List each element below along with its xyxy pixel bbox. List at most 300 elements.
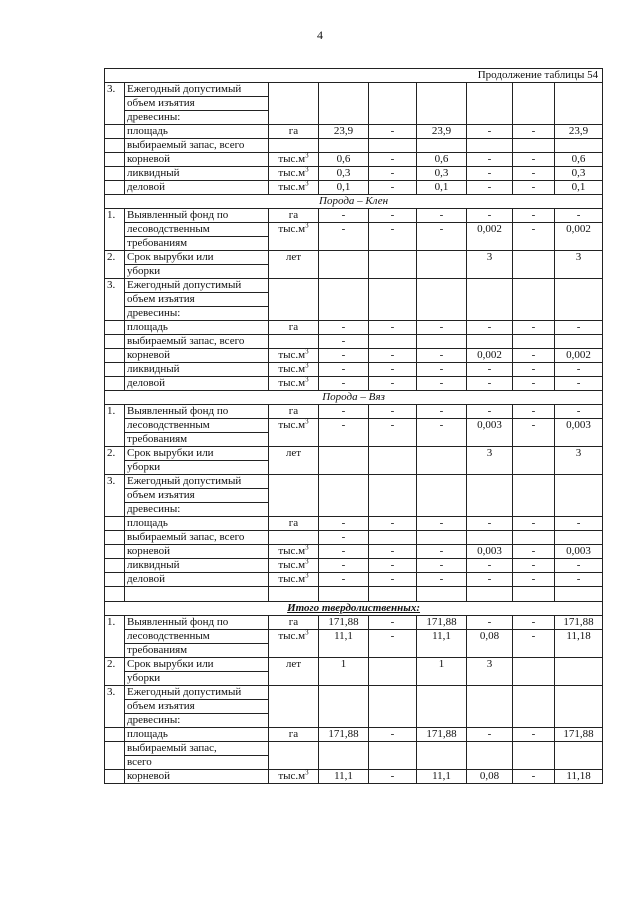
- table-cell: -: [417, 405, 467, 419]
- table-cell: [417, 587, 467, 602]
- table-cell: [369, 251, 417, 279]
- table-cell: $тыс.м^3$: [269, 377, 319, 391]
- table-cell: [105, 181, 125, 195]
- table-cell: -: [369, 181, 417, 195]
- table-row: [105, 377, 603, 391]
- table-row: [105, 181, 603, 195]
- table-cell: -: [417, 517, 467, 531]
- table-cell: [319, 447, 369, 475]
- table-row: [105, 139, 603, 153]
- table-cell: -: [467, 153, 513, 167]
- table-row: [105, 517, 603, 531]
- table-cell: [555, 83, 603, 125]
- table-cell: [417, 335, 467, 349]
- table-cell: [369, 531, 417, 545]
- table-row: [105, 658, 603, 672]
- table-cell: -: [513, 630, 555, 658]
- table-cell: [105, 531, 125, 545]
- table-cell: -: [369, 728, 417, 742]
- table-cell: ликвидный: [125, 559, 269, 573]
- table-cell: деловой: [125, 181, 269, 195]
- table-row: [105, 279, 603, 293]
- table-cell: [269, 475, 319, 517]
- table-cell: -: [319, 419, 369, 447]
- table-cell: 0,002: [467, 349, 513, 363]
- table-cell: [105, 335, 125, 349]
- table-cell: 1.: [105, 616, 125, 658]
- table-cell: -: [319, 517, 369, 531]
- table-cell: -: [513, 545, 555, 559]
- table-cell: 0,002: [555, 223, 603, 251]
- table-cell: -: [467, 363, 513, 377]
- table-cell: выбираемый запас, всего: [125, 335, 269, 349]
- table-cell: -: [369, 321, 417, 335]
- table-cell: [467, 742, 513, 770]
- table-row: [105, 125, 603, 139]
- table-cell: [369, 587, 417, 602]
- table-cell: 0,1: [319, 181, 369, 195]
- table-cell: 11,18: [555, 630, 603, 658]
- table-cell: -: [417, 559, 467, 573]
- table-cell: -: [467, 559, 513, 573]
- table-cell: -: [513, 405, 555, 419]
- table-cell: -: [467, 209, 513, 223]
- table-row: [105, 419, 603, 433]
- table-cell: -: [513, 419, 555, 447]
- table-cell: -: [555, 377, 603, 391]
- table-cell: [555, 686, 603, 728]
- table-cell: [105, 587, 125, 602]
- table-cell: 0,1: [555, 181, 603, 195]
- table-cell: -: [513, 153, 555, 167]
- table-cell: 0,003: [467, 419, 513, 447]
- table-cell: 23,9: [319, 125, 369, 139]
- table-cell: Ежегодный допустимый: [125, 475, 269, 489]
- table-cell: $тыс.м^3$: [269, 559, 319, 573]
- table-cell: -: [369, 223, 417, 251]
- table-cell: [369, 335, 417, 349]
- table-row: [105, 770, 603, 784]
- table-cell: ликвидный: [125, 167, 269, 181]
- table-cell: [417, 686, 467, 728]
- table-cell: [369, 686, 417, 728]
- table-cell: га: [269, 209, 319, 223]
- table-cell: площадь: [125, 517, 269, 531]
- table-cell: 0,3: [319, 167, 369, 181]
- table-cell: -: [513, 223, 555, 251]
- table-cell: -: [513, 181, 555, 195]
- table-cell: -: [319, 531, 369, 545]
- table-cell: древесины:: [125, 714, 269, 728]
- table-cell: требованиям: [125, 644, 269, 658]
- table-cell: [269, 686, 319, 728]
- table-cell: [555, 658, 603, 686]
- table-cell: -: [467, 728, 513, 742]
- table-cell: [105, 742, 125, 770]
- section-header-klen: [105, 195, 603, 209]
- table-row: [105, 321, 603, 335]
- table-cell: [555, 139, 603, 153]
- table-cell: выбираемый запас,: [125, 742, 269, 756]
- table-cell: [467, 139, 513, 153]
- table-cell: 1.: [105, 405, 125, 447]
- table-cell: -: [319, 405, 369, 419]
- table-cell: -: [513, 770, 555, 784]
- table-cell: 171,88: [555, 728, 603, 742]
- table-cell: [105, 321, 125, 335]
- table-cell: 3.: [105, 83, 125, 125]
- table-cell: -: [417, 209, 467, 223]
- table-cell: уборки: [125, 672, 269, 686]
- table-cell: -: [513, 728, 555, 742]
- table-cell: [513, 475, 555, 517]
- table-cell: -: [319, 573, 369, 587]
- table-row: [105, 447, 603, 461]
- table-cell: га: [269, 517, 319, 531]
- table-cell: -: [369, 349, 417, 363]
- table-cell: га: [269, 616, 319, 630]
- table-cell: древесины:: [125, 503, 269, 517]
- table-cell: $тыс.м^3$: [269, 167, 319, 181]
- table-cell: -: [369, 167, 417, 181]
- table-cell: -: [369, 573, 417, 587]
- table-cell: Выявленный фонд по: [125, 616, 269, 630]
- table-cell: лет: [269, 658, 319, 686]
- table-cell: [417, 475, 467, 517]
- table-cell: [319, 742, 369, 770]
- table-cell: 3.: [105, 279, 125, 321]
- table-cell: [369, 447, 417, 475]
- table-cell: [513, 279, 555, 321]
- table-cell: [417, 447, 467, 475]
- table-cell: -: [467, 405, 513, 419]
- table-cell: [105, 139, 125, 153]
- forest-table: [104, 68, 603, 784]
- table-cell: -: [417, 573, 467, 587]
- table-cell: деловой: [125, 573, 269, 587]
- table-cell: -: [417, 377, 467, 391]
- table-cell: Срок вырубки или: [125, 658, 269, 672]
- table-cell: выбираемый запас, всего: [125, 531, 269, 545]
- table-cell: лесоводственным: [125, 630, 269, 644]
- table-cell: [269, 531, 319, 545]
- table-cell: объем изъятия: [125, 489, 269, 503]
- table-cell: требованиям: [125, 433, 269, 447]
- table-cell: 23,9: [555, 125, 603, 139]
- table-cell: -: [467, 377, 513, 391]
- table-row: [105, 630, 603, 644]
- table-cell: -: [369, 545, 417, 559]
- table-cell: Порода – Вяз: [105, 391, 603, 405]
- table-cell: [319, 475, 369, 517]
- table-cell: $тыс.м^3$: [269, 153, 319, 167]
- table-cell: -: [513, 377, 555, 391]
- table-cell: -: [369, 419, 417, 447]
- table-cell: -: [467, 167, 513, 181]
- table-cell: -: [319, 321, 369, 335]
- table-cell: [319, 83, 369, 125]
- table-cell: Ежегодный допустимый: [125, 83, 269, 97]
- table-cell: уборки: [125, 461, 269, 475]
- table-cell: [417, 83, 467, 125]
- table-row: [105, 573, 603, 587]
- table-cell: $тыс.м^3$: [269, 630, 319, 658]
- table-cell: лесоводственным: [125, 419, 269, 433]
- table-cell: -: [369, 363, 417, 377]
- table-cell: всего: [125, 756, 269, 770]
- table-cell: [555, 742, 603, 770]
- table-cell: [319, 279, 369, 321]
- table-cell: [513, 83, 555, 125]
- table-cell: [105, 167, 125, 181]
- table-cell: [105, 377, 125, 391]
- table-row: [105, 686, 603, 700]
- table-cell: [269, 335, 319, 349]
- table-cell: 23,9: [417, 125, 467, 139]
- table-cell: [105, 363, 125, 377]
- table-cell: лесоводственным: [125, 223, 269, 237]
- table-row: [105, 742, 603, 756]
- table-cell: -: [319, 349, 369, 363]
- table-cell: [513, 742, 555, 770]
- table-cell: -: [467, 616, 513, 630]
- table-row: [105, 405, 603, 419]
- table-cell: [269, 83, 319, 125]
- table-cell: древесины:: [125, 307, 269, 321]
- table-cell: -: [555, 321, 603, 335]
- table-cell: га: [269, 321, 319, 335]
- table-cell: уборки: [125, 265, 269, 279]
- table-cell: Выявленный фонд по: [125, 405, 269, 419]
- table-cell: [467, 475, 513, 517]
- table-row: [105, 728, 603, 742]
- table-cell: Срок вырубки или: [125, 251, 269, 265]
- table-cell: -: [319, 223, 369, 251]
- spacer-row: [105, 587, 603, 602]
- table-cell: [467, 686, 513, 728]
- table-cell: корневой: [125, 153, 269, 167]
- table-cell: [555, 587, 603, 602]
- table-cell: -: [513, 321, 555, 335]
- table-cell: 0,08: [467, 630, 513, 658]
- table-cell: ликвидный: [125, 363, 269, 377]
- table-cell: [319, 587, 369, 602]
- table-cell: [319, 251, 369, 279]
- table-cell: [369, 742, 417, 770]
- table-cell: [369, 658, 417, 686]
- table-cell: [467, 531, 513, 545]
- table-cell: $тыс.м^3$: [269, 419, 319, 447]
- table-cell: [467, 279, 513, 321]
- table-cell: 0,6: [555, 153, 603, 167]
- table-cell: -: [369, 153, 417, 167]
- table-cell: -: [467, 573, 513, 587]
- table-row: [105, 349, 603, 363]
- table-cell: -: [513, 125, 555, 139]
- table-cell: 3.: [105, 686, 125, 728]
- table-cell: -: [467, 517, 513, 531]
- table-cell: -: [369, 125, 417, 139]
- table-cell: объем изъятия: [125, 700, 269, 714]
- table-cell: -: [319, 559, 369, 573]
- table-cell: -: [555, 559, 603, 573]
- table-cell: -: [319, 209, 369, 223]
- table-cell: [513, 686, 555, 728]
- table-cell: [105, 349, 125, 363]
- table-cell: [417, 251, 467, 279]
- table-cell: площадь: [125, 125, 269, 139]
- table-cell: -: [369, 630, 417, 658]
- table-row: [105, 475, 603, 489]
- table-cell: [105, 125, 125, 139]
- table-row: [105, 616, 603, 630]
- table-cell: корневой: [125, 349, 269, 363]
- continuation-label: Продолжение таблицы 54: [105, 69, 603, 83]
- table-cell: объем изъятия: [125, 293, 269, 307]
- table-cell: -: [513, 616, 555, 630]
- table-cell: Выявленный фонд по: [125, 209, 269, 223]
- table-cell: [467, 335, 513, 349]
- table-cell: Ежегодный допустимый: [125, 279, 269, 293]
- table-cell: [319, 139, 369, 153]
- table-cell: 0,003: [467, 545, 513, 559]
- table-cell: -: [369, 559, 417, 573]
- table-cell: [369, 139, 417, 153]
- table-cell: древесины:: [125, 111, 269, 125]
- table-cell: -: [369, 616, 417, 630]
- table-cell: -: [319, 377, 369, 391]
- table-cell: -: [555, 405, 603, 419]
- table-cell: [319, 686, 369, 728]
- table-cell: [369, 475, 417, 517]
- table-row: [105, 531, 603, 545]
- table-cell: -: [513, 349, 555, 363]
- table-cell: 3: [467, 251, 513, 279]
- table-cell: 0,003: [555, 545, 603, 559]
- table-cell: 0,002: [467, 223, 513, 251]
- table-cell: 0,3: [555, 167, 603, 181]
- table-cell: [125, 587, 269, 602]
- table-cell: -: [417, 363, 467, 377]
- section-header-total: [105, 602, 603, 616]
- table-cell: 171,88: [417, 616, 467, 630]
- table-cell: -: [467, 181, 513, 195]
- table-cell: 171,88: [555, 616, 603, 630]
- table-cell: [417, 531, 467, 545]
- table-cell: -: [319, 363, 369, 377]
- table-cell: [417, 279, 467, 321]
- table-cell: -: [513, 167, 555, 181]
- table-row: [105, 83, 603, 97]
- table-cell: 3.: [105, 475, 125, 517]
- table-cell: -: [417, 223, 467, 251]
- table-cell: $тыс.м^3$: [269, 363, 319, 377]
- table-cell: -: [319, 335, 369, 349]
- table-cell: $тыс.м^3$: [269, 545, 319, 559]
- table-cell: площадь: [125, 728, 269, 742]
- continuation-row: [105, 69, 603, 83]
- table-cell: $тыс.м^3$: [269, 223, 319, 251]
- table-row: [105, 251, 603, 265]
- table-cell: 1: [417, 658, 467, 686]
- table-row: [105, 559, 603, 573]
- table-cell: 3: [467, 447, 513, 475]
- table-cell: 0,002: [555, 349, 603, 363]
- table-cell: объем изъятия: [125, 97, 269, 111]
- table-cell: $тыс.м^3$: [269, 181, 319, 195]
- table-cell: 11,1: [319, 630, 369, 658]
- table-cell: [555, 335, 603, 349]
- table-cell: корневой: [125, 770, 269, 784]
- table-cell: -: [417, 419, 467, 447]
- table-cell: [513, 335, 555, 349]
- table-cell: 3: [467, 658, 513, 686]
- table-cell: -: [319, 545, 369, 559]
- table-cell: 3: [555, 251, 603, 279]
- table-cell: -: [513, 559, 555, 573]
- table-cell: га: [269, 728, 319, 742]
- table-cell: -: [513, 573, 555, 587]
- table-cell: [467, 587, 513, 602]
- table-cell: Порода – Клен: [105, 195, 603, 209]
- table-cell: -: [555, 363, 603, 377]
- table-cell: [555, 475, 603, 517]
- table-row: [105, 167, 603, 181]
- table-cell: [513, 251, 555, 279]
- table-cell: лет: [269, 251, 319, 279]
- table-cell: 11,1: [417, 770, 467, 784]
- table-cell: 3: [555, 447, 603, 475]
- table-cell: [105, 517, 125, 531]
- table-cell: 2.: [105, 658, 125, 686]
- table-cell: 1: [319, 658, 369, 686]
- table-cell: 171,88: [319, 616, 369, 630]
- table-row: [105, 363, 603, 377]
- table-cell: -: [369, 405, 417, 419]
- table-cell: 2.: [105, 447, 125, 475]
- table-cell: Итого твердолиственных:: [105, 602, 603, 616]
- table-cell: Ежегодный допустимый: [125, 686, 269, 700]
- table-cell: 0,6: [417, 153, 467, 167]
- table-cell: -: [369, 377, 417, 391]
- table-cell: [105, 573, 125, 587]
- table-cell: -: [369, 209, 417, 223]
- table-cell: [513, 658, 555, 686]
- table-cell: га: [269, 125, 319, 139]
- table-cell: [269, 139, 319, 153]
- table-cell: [417, 742, 467, 770]
- table-row: [105, 223, 603, 237]
- table-cell: 11,1: [319, 770, 369, 784]
- table-cell: [467, 83, 513, 125]
- table-cell: [269, 742, 319, 770]
- table-cell: [513, 447, 555, 475]
- table-cell: [369, 279, 417, 321]
- table-cell: корневой: [125, 545, 269, 559]
- table-cell: -: [513, 517, 555, 531]
- table-cell: [105, 559, 125, 573]
- table-cell: [369, 83, 417, 125]
- table-cell: [105, 545, 125, 559]
- table-cell: лет: [269, 447, 319, 475]
- table-cell: $тыс.м^3$: [269, 349, 319, 363]
- table-cell: требованиям: [125, 237, 269, 251]
- table-cell: [105, 728, 125, 742]
- table-cell: -: [417, 349, 467, 363]
- page-number: 4: [317, 28, 323, 42]
- table-cell: 171,88: [319, 728, 369, 742]
- table-cell: -: [467, 321, 513, 335]
